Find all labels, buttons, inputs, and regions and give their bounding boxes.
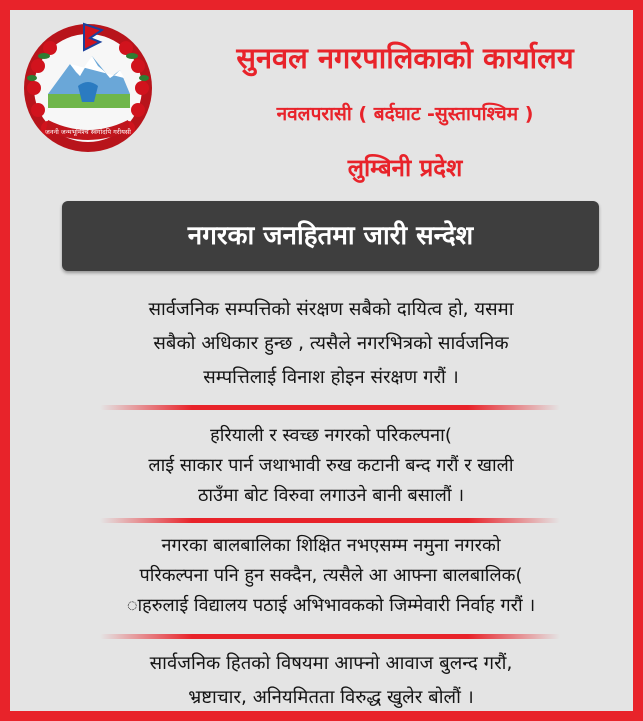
message-line: भ्रष्टाचार, अनियमितता विरुद्ध खुलेर बोलौं । xyxy=(188,687,474,708)
message-anticorruption xyxy=(34,647,628,715)
message-line: ाहरुलाई विद्यालय पठाई अभिभावकको जिम्मेवारी निर्वाह गरौं । xyxy=(126,595,536,616)
message-line: हरियाली र स्वच्छ नगरको परिकल्पना( xyxy=(210,425,452,446)
message-line: सार्वजनिक सम्पत्तिको संरक्षण सबैको दायित्व हो, यसमा xyxy=(148,299,514,320)
message-property xyxy=(34,293,628,395)
district-subtitle: नवलपरासी ( बर्दघाट -सुस्तापश्चिम ) xyxy=(276,103,534,125)
province-title: लुम्बिनी प्रदेश xyxy=(347,154,463,182)
message-line: परिकल्पना पनि हुन सक्दैन, त्यसैले आ आफ्ना बालबालिक( xyxy=(139,565,523,586)
message-line: सार्वजनिक हितको विषयमा आफ्नो आवाज बुलन्द गरौं, xyxy=(149,653,513,674)
divider xyxy=(100,405,560,410)
notice-panel xyxy=(10,10,633,711)
message-line: सम्पत्तिलाई विनाश होइन संरक्षण गरौं । xyxy=(203,367,459,388)
message-greenery xyxy=(34,421,628,511)
divider xyxy=(100,518,560,523)
message-line: ठाउँमा बोट विरुवा लगाउने बानी बसालौं । xyxy=(197,485,465,506)
emblem-motto: जननी जन्मभूमिश्च स्वर्गादपि गरीयसी xyxy=(45,128,131,136)
nepal-emblem-icon xyxy=(18,16,158,156)
notice-banner: नगरका जनहितमा जारी सन्देश xyxy=(62,201,599,271)
message-education xyxy=(34,531,628,621)
message-line: सबैको अधिकार हुन्छ , त्यसैले नगरभित्रको सार्वजनिक xyxy=(153,333,509,354)
divider xyxy=(100,634,560,639)
message-line: लाई साकार पार्न जथाभावी रुख कटानी बन्द गरौं र खाली xyxy=(148,455,514,476)
message-line: नगरका बालबालिका शिक्षित नभएसम्म नमुना नगरको xyxy=(161,535,501,556)
office-title: सुनवल नगरपालिकाको कार्यालय xyxy=(236,41,574,75)
